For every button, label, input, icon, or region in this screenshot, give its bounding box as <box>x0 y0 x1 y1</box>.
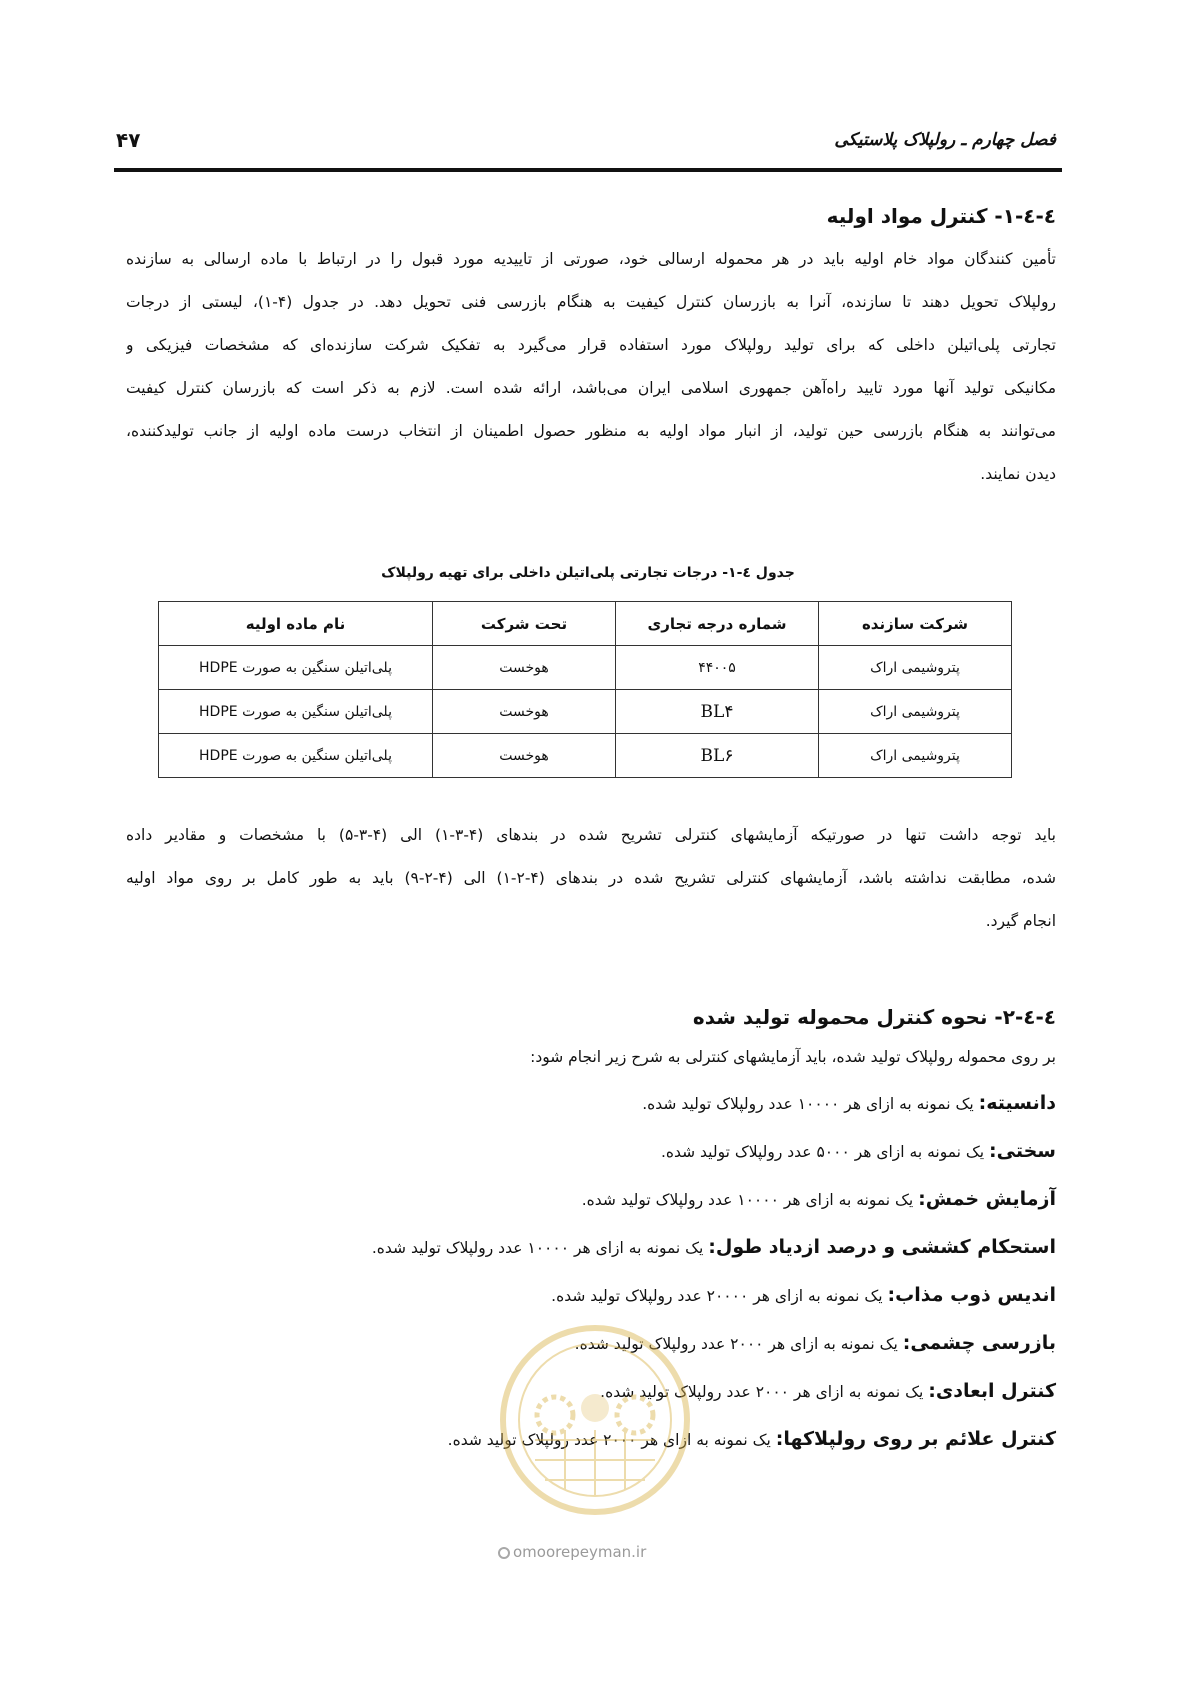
test-description: یک نمونه به ازای هر ۱۰۰۰۰ عدد رولپلاک تولید شده. <box>371 1239 709 1257</box>
column-header: شماره درجه تجاری <box>616 602 819 646</box>
grades-table <box>158 601 1012 778</box>
tests-intro: بر روی محموله رولپلاک تولید شده، باید آزمایشهای کنترلی به شرح زیر انجام شود: <box>530 1048 1056 1066</box>
paragraph-line: دیدن نمایند. <box>980 465 1056 483</box>
section-heading-shipment-control: ٤-٤-٢- نحوه کنترل محموله تولید شده <box>692 1005 1056 1029</box>
watermark-url <box>498 1543 646 1561</box>
raw-materials-paragraph <box>126 238 1056 496</box>
test-name: اندیس ذوب مذاب: <box>887 1284 1056 1306</box>
page-number: ۴۷ <box>116 128 141 152</box>
test-item-density <box>642 1092 1056 1114</box>
test-description: یک نمونه به ازای هر ۲۰۰۰ عدد رولپلاک تولید شده. <box>600 1383 929 1401</box>
test-name: استحکام کششی و درصد ازدیاد طول: <box>708 1236 1056 1258</box>
column-header: نام ماده اولیه <box>159 602 433 646</box>
paragraph-line: باید توجه داشت تنها در صورتیکه آزمایشهای کنترلی تشریح شده در بندهای (۴-۳-۱) الی (۴-۳-۵) با مشخصات و مقادیر داده <box>126 826 1056 844</box>
test-name: آزمایش خمش: <box>918 1188 1056 1210</box>
paragraph-line: تجارتی پلی‌اتیلن داخلی که برای تولید رولپلاک مورد استفاده قرار می‌گیرد به تفکیک شرکت سازنده‌ای که مشخصات فیزیکی و <box>126 336 1056 354</box>
table-cell: پتروشیمی اراک <box>819 646 1012 690</box>
test-name: بازرسی چشمی: <box>902 1332 1056 1354</box>
section-heading-raw-materials: ٤-٤-١- کنترل مواد اولیه <box>826 204 1056 228</box>
test-name: دانسیته: <box>978 1092 1056 1114</box>
paragraph-line: انجام گیرد. <box>985 912 1056 930</box>
note-paragraph <box>126 814 1056 943</box>
table-cell: پتروشیمی اراک <box>819 734 1012 778</box>
table-cell: ۴۴۰۰۵ <box>616 646 819 690</box>
table-cell: پلی‌اتیلن سنگین به صورت HDPE <box>159 646 433 690</box>
test-name: سختی: <box>989 1140 1056 1162</box>
paragraph-line: مکانیکی تولید آنها مورد تایید راه‌آهن جمهوری اسلامی ایران می‌باشد، ارائه شده است. لازم به ذکر است که بازرسان کنترل کیفیت <box>126 379 1056 397</box>
table-cell: پلی‌اتیلن سنگین به صورت HDPE <box>159 734 433 778</box>
paragraph-line: تأمین کنندگان مواد خام اولیه باید در هر محموله ارسالی خود، صورتی از تاییدیه مورد قبول را در ارتباط با ماده ارسالی به سازنده <box>126 250 1056 268</box>
table-row <box>159 646 1012 690</box>
test-item-hardness <box>661 1140 1056 1162</box>
test-item-tensile <box>372 1236 1056 1258</box>
table-cell: BL۴ <box>616 690 819 734</box>
table-row <box>159 690 1012 734</box>
column-header: تحت شرکت <box>433 602 616 646</box>
table-cell: پتروشیمی اراک <box>819 690 1012 734</box>
test-description: یک نمونه به ازای هر ۱۰۰۰۰ عدد رولپلاک تولید شده. <box>581 1191 919 1209</box>
table-row <box>159 734 1012 778</box>
test-item-bending <box>582 1188 1056 1210</box>
test-description: یک نمونه به ازای هر ۲۰۰۰ عدد رولپلاک تولید شده. <box>574 1335 903 1353</box>
watermark-globe-icon <box>498 1547 510 1559</box>
chapter-title: فصل چهارم ـ رولپلاک پلاستیکی <box>834 130 1056 150</box>
table-cell: هوخست <box>433 690 616 734</box>
paragraph-line: شده، مطابقت نداشته باشد، آزمایشهای کنترلی تشریح شده در بندهای (۴-۲-۱) الی (۴-۲-۹) باید به طور کامل بر روی مواد اولیه <box>126 869 1056 887</box>
paragraph-line: رولپلاک تحویل دهند تا سازنده، آنرا به بازرسان کنترل کیفیت به هنگام بازرسی فنی تحویل دهد. در جدول (۴-۱)، لیستی از درجات <box>126 293 1056 311</box>
test-item-melt-index <box>551 1284 1056 1306</box>
column-header: شرکت سازنده <box>819 602 1012 646</box>
table-caption: جدول ٤-١- درجات تجارتی پلی‌اتیلن داخلی برای تهیه رولپلاک <box>381 565 795 581</box>
table-cell: هوخست <box>433 646 616 690</box>
paragraph-line: می‌توانند به هنگام بازرسی حین تولید، از انبار مواد اولیه به منظور حصول اطمینان از انتخاب درست ماده اولیه از جانب تولیدکننده، <box>126 422 1056 440</box>
test-description: یک نمونه به ازای هر ۲۰۰۰ عدد رولپلاک تولید شده. <box>447 1431 776 1449</box>
watermark-site-text: omoorepeyman.ir <box>513 1543 647 1561</box>
test-description: یک نمونه به ازای هر ۵۰۰۰ عدد رولپلاک تولید شده. <box>660 1143 990 1161</box>
test-name: کنترل ابعادی: <box>928 1380 1056 1402</box>
table-cell: BL۶ <box>616 734 819 778</box>
table-cell: هوخست <box>433 734 616 778</box>
test-description: یک نمونه به ازای هر ۲۰۰۰۰ عدد رولپلاک تولید شده. <box>551 1287 888 1305</box>
table-header-row <box>159 602 1012 646</box>
header-divider <box>114 168 1062 172</box>
test-name: کنترل علائم بر روی رولپلاکها: <box>775 1428 1056 1450</box>
test-description: یک نمونه به ازای هر ۱۰۰۰۰ عدد رولپلاک تولید شده. <box>642 1095 979 1113</box>
table-cell: پلی‌اتیلن سنگین به صورت HDPE <box>159 690 433 734</box>
watermark-logo-icon <box>495 1320 695 1520</box>
